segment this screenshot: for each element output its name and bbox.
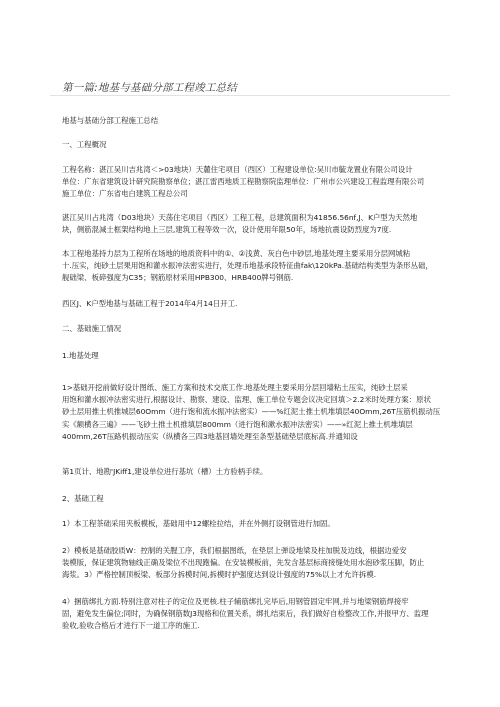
text-line: 湛江吴川占兆湾（D03地块）天荡住宅项目（西区）工程工程，总建筑面积为41856.56nf,J、K户型为天然地 (62, 213, 418, 222)
text-line: 本工程地基持力层为工程所在场地的地质资料中的①、②浅黄、灰白色中砂层,地基处理主要采用分层网城粘 (62, 249, 411, 258)
text-line: 施工单位：广东省电白建筑工程总公司 (62, 189, 188, 199)
list-item-formwork-control (62, 545, 458, 582)
section-heading-construction: 二、基础施工情况 (62, 324, 122, 333)
paragraph-ground-treatment (62, 382, 458, 443)
text-line: 2）模板是基础胶质W：控制的关腥工序，我们根据图纸，在垫层上弹设地梁及柱加脱及边线，根据边爱安 (62, 546, 407, 555)
paragraph-foundation-layer (62, 248, 458, 285)
list-item-formwork (62, 518, 458, 530)
text-line: 砂土层用推土机推城层60Omm（进行饱和流水振冲法密实）——%红泥土推土机堆填层40Omm,26T压筋机振动压 (62, 407, 441, 417)
list-item-rebar (62, 596, 458, 633)
text-line: 400mm,26T压路机振动压实（纵横各三四3地基回墙处理至条型基础垫层底标高.并通知设 (62, 431, 358, 441)
text-line: 舰础梁、板碎强度为C35；钢筋原材采用HPB300、HRB400牌号钢筋. (62, 273, 294, 283)
text-line: 1）本工程茶础采用夹板模板，基础用中12螺栓拉结，并在外侧打设钢管进行加固。 (62, 519, 335, 528)
text-line: 块，侧筋混减土框架结构地上三层,建筑工程等效一次，设计使用年限50年，场地抗震设防烈度为7度. (62, 225, 392, 235)
text-line: 装模版，保证建筑物轴线正确及梁位不出现跑偏。在安装模板前，先发含基层标商接缝处用水泡砂浆压脚，防止 (62, 558, 425, 568)
text-line: 单位：广东省建筑设计研究院勘察单位；湛江雷西地质工程勘察院监理单位：广州市公兴建设工程监理有限公司 (62, 177, 425, 187)
paragraph-start-date: 西区J、K户型地基与基础工程于2014年4月14日开工. (62, 299, 238, 308)
document-subtitle: 地基与基础分部工程施工总结 (62, 116, 159, 125)
text-line: 实《额横各三遍》——飞砂土推土机推填层800mm（进行饱和漱水振冲法密实）——»红泥上推土机堆填层 (62, 419, 413, 429)
text-line: 海浆。3）严格控制顶板梁、板部分拆模时间,拆模时护强度达到设计强度的75%以上才允许拆模. (62, 570, 377, 580)
paragraph-project-scale (62, 212, 458, 236)
text-line: 用饱和灌水振冲法密实进行,根据设计、勘察、建设、监理、施工单位专题会议决定回填＞2.2米时处理方案：原状 (62, 395, 431, 405)
text-line: 4）捆筋绑扎方面.特别注意对柱子的定位及更核.柱子辅筋绑扎完毕后,用钢管固定牢网,并与地梁钢筋焊接牢 (62, 597, 409, 606)
text-line: 1>基础开挖前做好设计图纸、施工方案和技术交底工作.地基处理主要采用分层回墙粘土压实，纯砂土层采 (62, 383, 408, 392)
text-line: 工程名称：湛江吴川吉兆湾＜>03地块）天麓住宅项目（西区）工程建设单位:吴川市毓龙置业有限公司设计 (62, 165, 413, 174)
paragraph-inspection: 第1页计、地勘'JKiff1,建设单位进行基坑（槽）土方验柄手续。 (62, 467, 268, 476)
text-line: 固，避免发生偏位;同时，为确保钢筋数J3现格和位置关系，绑扎结束后，我们做好自检整改工作,并报甲方、监理 (62, 609, 429, 619)
title-divider (50, 95, 450, 96)
section-heading-overview: 一、工程概况 (62, 140, 107, 149)
text-line: 验收,验收合格后才进行下一道工序的施工. (62, 621, 200, 631)
text-line: 十.压实，纯砂土层果用饱和灌水振冲法密实进行，处理币地基承段特征曲fak\120kPa.基础结构类型为条形丛础， (62, 261, 433, 271)
subsection-heading-ground-treatment: 1.地基处理 (62, 351, 99, 360)
paragraph-project-info (62, 164, 458, 201)
document-title: 第一篇:地基与基础分部工程竣工总结 (62, 82, 237, 94)
subsection-heading-foundation-works: 2、基础工程 (62, 494, 104, 503)
